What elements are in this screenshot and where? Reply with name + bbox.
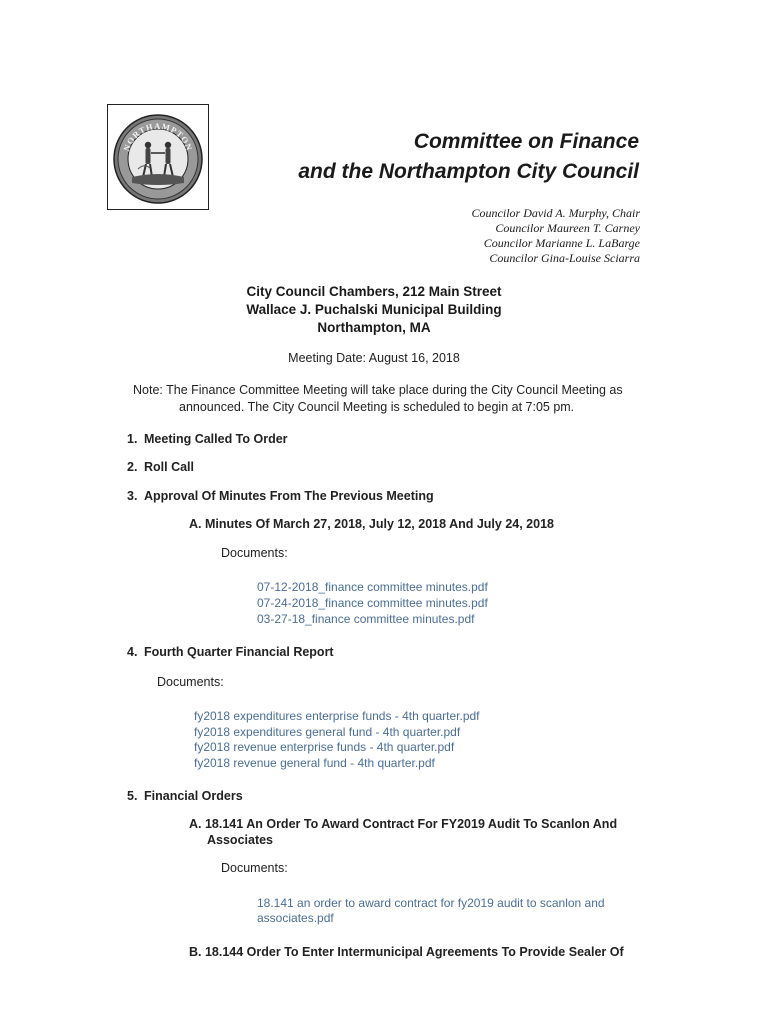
venue-line-1: City Council Chambers, 212 Main Street (246, 284, 502, 299)
councilor-4: Councilor Gina-Louise Sciarra (489, 251, 640, 265)
agenda-item-label: Fourth Quarter Financial Report (144, 645, 334, 659)
title-line-1: Committee on Finance (413, 130, 639, 153)
agenda-item-number: 3. (127, 489, 138, 503)
venue-line-2: Wallace J. Puchalski Municipal Building (246, 302, 502, 317)
venue-line-3: Northampton, MA (317, 320, 431, 335)
agenda-item-4 (127, 645, 334, 659)
document-link[interactable]: fy2018 revenue general fund - 4th quarter.pdf (194, 756, 435, 770)
document-link-continued[interactable]: associates.pdf (257, 911, 334, 925)
councilor-3: Councilor Marianne L. LaBarge (483, 236, 640, 250)
agenda-item-5 (127, 789, 243, 803)
document-link[interactable]: fy2018 expenditures general fund - 4th quarter.pdf (194, 725, 461, 739)
agenda-item-3 (127, 489, 434, 503)
document-link[interactable]: 18.141 an order to award contract for fy2019 audit to scanlon and (257, 896, 605, 910)
agenda-item-label: Approval Of Minutes From The Previous Meeting (144, 489, 434, 503)
seal-text: NORTHAMPTON (121, 120, 195, 153)
agenda-item-number: 2. (127, 460, 138, 474)
agenda-item-number: 4. (127, 645, 138, 659)
document-link[interactable]: 07-12-2018_finance committee minutes.pdf (257, 580, 488, 594)
documents-label: Documents: (221, 861, 288, 875)
title-line-2: and the Northampton City Council (298, 160, 639, 183)
documents-label: Documents: (157, 675, 224, 689)
note-line-2: announced. The City Council Meeting is scheduled to begin at 7:05 pm. (179, 400, 575, 414)
agenda-item-number: 1. (127, 432, 138, 446)
agenda-item-label: Meeting Called To Order (144, 432, 288, 446)
agenda-item-5b: B. 18.144 Order To Enter Intermunicipal Agreements To Provide Sealer Of (189, 945, 624, 959)
agenda-item-5a: A. 18.141 An Order To Award Contract For FY2019 Audit To Scanlon And (189, 817, 618, 831)
agenda-item-label: Financial Orders (144, 789, 243, 803)
agenda-item-1 (127, 432, 288, 446)
agenda-item-5a-continued: Associates (207, 833, 274, 847)
document-link[interactable]: 03-27-18_finance committee minutes.pdf (257, 612, 475, 626)
agenda-item-number: 5. (127, 789, 138, 803)
councilor-chair: Councilor David A. Murphy, Chair (471, 206, 640, 220)
document-link[interactable]: fy2018 expenditures enterprise funds - 4th quarter.pdf (194, 709, 480, 723)
councilor-2: Councilor Maureen T. Carney (495, 221, 640, 235)
document-link[interactable]: 07-24-2018_finance committee minutes.pdf (257, 596, 488, 610)
agenda-item-3a: A. Minutes Of March 27, 2018, July 12, 2018 And July 24, 2018 (189, 517, 554, 531)
documents-label: Documents: (221, 546, 288, 560)
city-seal (107, 104, 209, 210)
agenda-item-2 (127, 460, 194, 474)
meeting-date: Meeting Date: August 16, 2018 (288, 351, 460, 365)
note-line-1: Note: The Finance Committee Meeting will take place during the City Council Meeting as (133, 383, 623, 397)
agenda-item-label: Roll Call (144, 460, 195, 474)
document-link[interactable]: fy2018 revenue enterprise funds - 4th quarter.pdf (194, 740, 455, 754)
